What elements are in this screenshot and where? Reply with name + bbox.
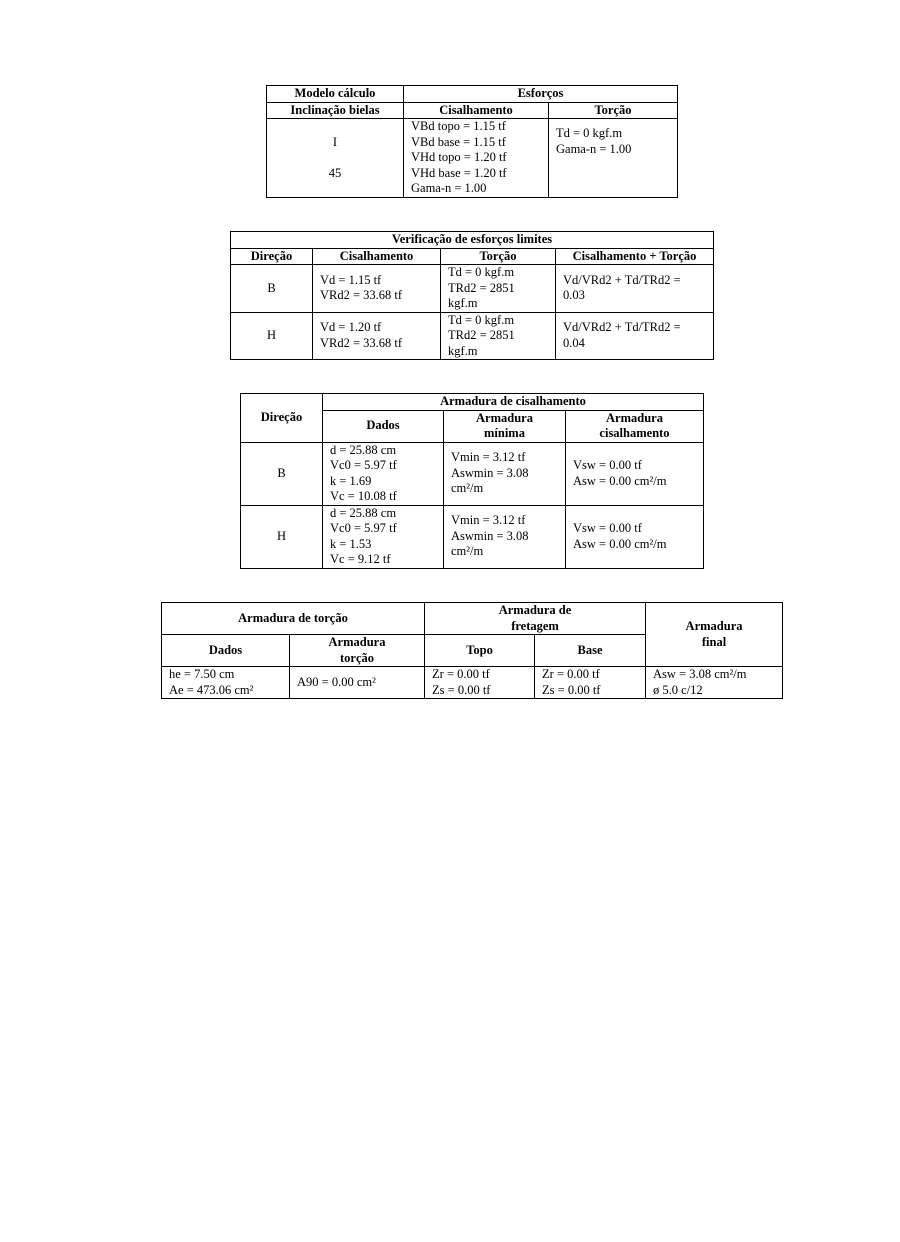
line: Gama-n = 1.00 — [556, 141, 632, 156]
line: final — [701, 634, 727, 649]
line: 0.03 — [563, 288, 585, 303]
line: torção — [340, 650, 375, 665]
fretagem-title — [425, 603, 646, 635]
topo-header: Topo — [425, 635, 535, 667]
minima-cell — [444, 442, 566, 505]
armadura-cisalhamento-table — [240, 393, 704, 569]
line: Zs = 0.00 tf — [542, 682, 601, 697]
line: Armadura de — [498, 603, 572, 617]
line: k = 1.69 — [330, 473, 372, 488]
verificacao-table — [230, 231, 714, 360]
line: Vc0 = 5.97 tf — [330, 458, 397, 472]
direcao-cell: H — [241, 505, 323, 568]
combinado-cell — [556, 265, 714, 313]
line: Zr = 0.00 tf — [432, 667, 490, 681]
line: VBd topo = 1.15 tf — [411, 119, 506, 134]
line: Gama-n = 1.00 — [411, 181, 487, 196]
inclinacao-header: Inclinação bielas — [267, 102, 404, 119]
line: Armadura — [476, 410, 533, 425]
cisalhamento-cell — [313, 312, 441, 360]
line: ø 5.0 c/12 — [653, 682, 703, 697]
line: k = 1.53 — [330, 536, 372, 551]
dados-cell — [323, 505, 444, 568]
line: TRd2 = 2851 — [448, 328, 515, 342]
arm-torcao-cell: A90 = 0.00 cm² — [290, 667, 425, 699]
line: 0.04 — [563, 335, 585, 350]
modelo-header: Modelo cálculo — [267, 86, 404, 103]
armadura-cis-cell — [566, 442, 704, 505]
arm-torcao-header — [290, 635, 425, 667]
line: Armadura — [328, 635, 386, 649]
line: Td = 0 kgf.m — [556, 126, 623, 140]
direcao-cell: B — [241, 442, 323, 505]
torcao-header: Torção — [549, 102, 678, 119]
line: Vc = 9.12 tf — [330, 552, 391, 566]
torcao-cell — [441, 265, 556, 313]
verificacao-title: Verificação de esforços limites — [231, 232, 714, 249]
torcao-cell — [441, 312, 556, 360]
line: VRd2 = 33.68 tf — [320, 335, 403, 350]
armadura-final-header — [646, 603, 783, 667]
line: Vd/VRd2 + Td/TRd2 = — [563, 320, 681, 335]
line: Vmin = 3.12 tf — [451, 513, 526, 528]
line: he = 7.50 cm — [169, 667, 235, 681]
line: Asw = 0.00 cm²/m — [573, 536, 667, 551]
table-row — [241, 505, 704, 568]
line: Vsw = 0.00 tf — [573, 458, 642, 472]
direcao-header: Direção — [231, 248, 313, 265]
line: Td = 0 kgf.m — [448, 265, 515, 279]
direcao-cell: B — [231, 265, 313, 313]
cisalhamento-cell — [313, 265, 441, 313]
line: Zr = 0.00 tf — [542, 667, 600, 681]
cisalhamento-header: Cisalhamento — [404, 102, 549, 119]
dados-header: Dados — [162, 635, 290, 667]
direcao-header: Direção — [241, 394, 323, 443]
line: Vd = 1.20 tf — [320, 320, 382, 335]
armadura-torcao-title: Armadura de torção — [162, 603, 425, 635]
inclinacao-value: 45 — [328, 165, 342, 180]
line: Zs = 0.00 tf — [432, 682, 491, 697]
line: Vc0 = 5.97 tf — [330, 521, 397, 535]
line: Aswmin = 3.08 — [451, 528, 529, 543]
line: cm²/m — [451, 544, 484, 559]
combinado-cell — [556, 312, 714, 360]
armadura-torcao-table — [161, 602, 783, 699]
line: Asw = 0.00 cm²/m — [573, 473, 667, 488]
line: cm²/m — [451, 481, 484, 496]
line: Vc = 10.08 tf — [330, 489, 397, 503]
topo-cell — [425, 667, 535, 699]
line: mínima — [484, 426, 525, 440]
line: Td = 0 kgf.m — [448, 312, 515, 327]
line: d = 25.88 cm — [330, 442, 397, 457]
table-row — [241, 442, 704, 505]
torcao-header: Torção — [441, 248, 556, 265]
modelo-inclinacao-cell — [267, 119, 404, 198]
line: kgf.m — [448, 296, 478, 310]
line: Ae = 473.06 cm² — [169, 682, 254, 697]
line: Armadura — [606, 410, 663, 425]
armadura-cis-header — [566, 410, 704, 442]
minima-cell — [444, 505, 566, 568]
table-row — [231, 312, 714, 360]
armadura-cis-cell — [566, 505, 704, 568]
table-row — [231, 265, 714, 313]
combinado-header: Cisalhamento + Torção — [556, 248, 714, 265]
cisalhamento-values — [404, 119, 549, 198]
dados-cell — [323, 442, 444, 505]
armadura-cisalhamento-title: Armadura de cisalhamento — [323, 394, 704, 411]
line: Armadura — [685, 619, 743, 633]
base-cell — [535, 667, 646, 699]
dados-header: Dados — [323, 410, 444, 442]
line: Asw = 3.08 cm²/m — [653, 667, 747, 681]
table-row — [162, 667, 783, 699]
line: VHd base = 1.20 tf — [411, 165, 507, 180]
final-cell — [646, 667, 783, 699]
line: fretagem — [511, 618, 559, 633]
direcao-cell: H — [231, 312, 313, 360]
esforcos-header: Esforços — [404, 86, 678, 103]
line: Vmin = 3.12 tf — [451, 450, 526, 465]
line: cisalhamento — [599, 426, 670, 440]
line: Vd = 1.15 tf — [320, 272, 382, 287]
line: d = 25.88 cm — [330, 505, 397, 520]
dados-cell — [162, 667, 290, 699]
minima-header — [444, 410, 566, 442]
line: Aswmin = 3.08 — [451, 465, 529, 480]
line: kgf.m — [448, 343, 478, 358]
line: VBd base = 1.15 tf — [411, 134, 506, 149]
line: Vd/VRd2 + Td/TRd2 = — [563, 272, 681, 287]
base-header: Base — [535, 635, 646, 667]
line: Vsw = 0.00 tf — [573, 521, 642, 535]
modelo-value: I — [332, 135, 338, 149]
line: VRd2 = 33.68 tf — [320, 288, 403, 303]
line: TRd2 = 2851 — [448, 280, 515, 295]
esforcos-table — [266, 85, 678, 198]
torcao-values — [549, 119, 678, 198]
cisalhamento-header: Cisalhamento — [313, 248, 441, 265]
line: VHd topo = 1.20 tf — [411, 150, 507, 165]
